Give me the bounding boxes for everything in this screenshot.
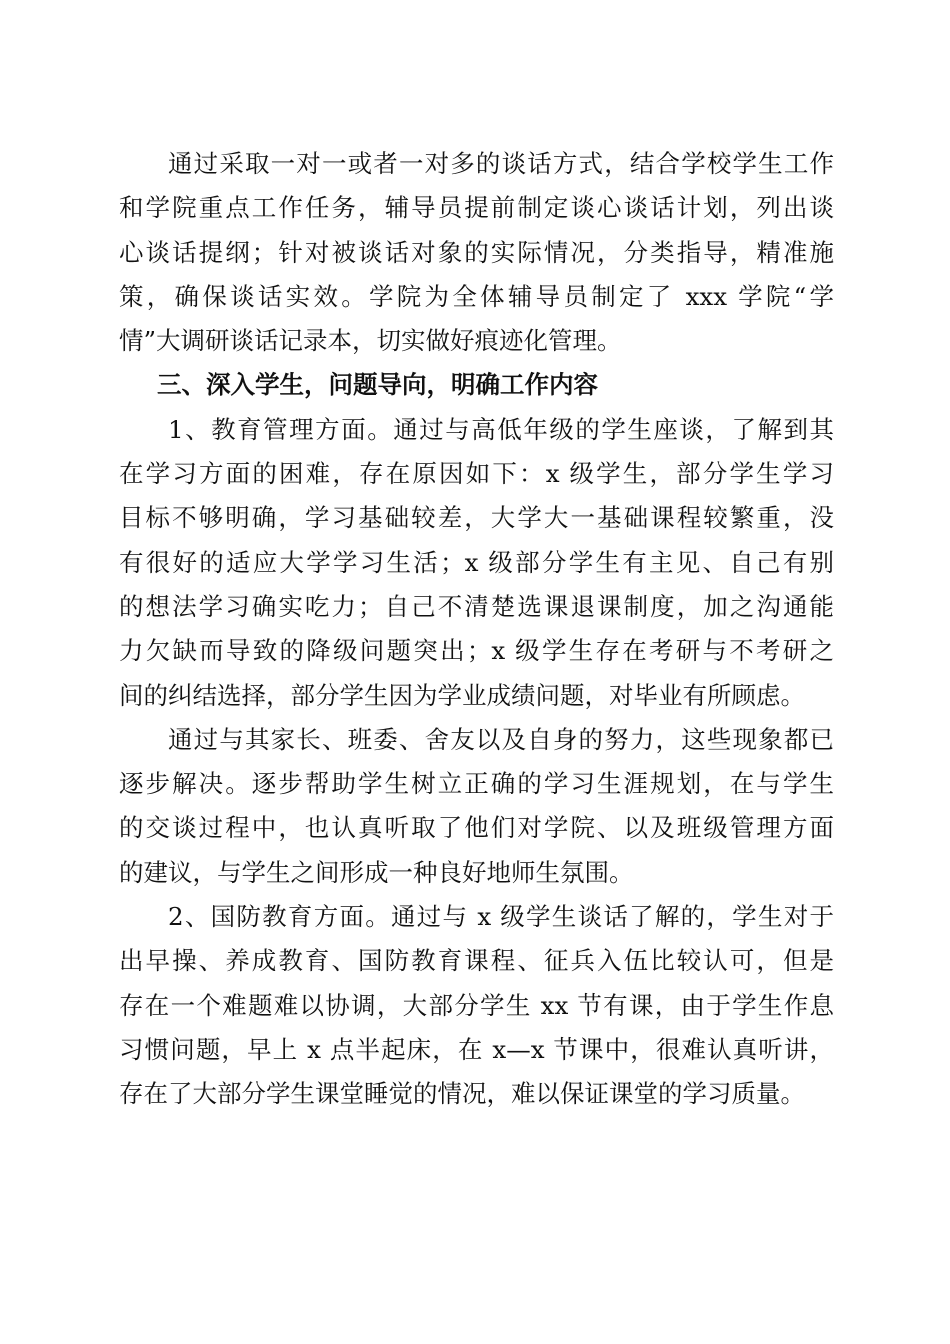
document-body [119,142,834,1117]
text-line: 间的纠结选择，部分学生因为学业成绩问题，对毕业有所顾虑。 [119,680,805,710]
text-line: 习惯问题，早上 x 点半起床，在 x—x 节课中，很难认真听讲， [119,1034,834,1064]
paragraph [119,408,834,718]
section-heading [119,363,834,407]
text-line: 的交谈过程中，也认真听取了他们对学院、以及班级管理方面 [119,813,834,843]
text-line: 出早操、养成教育、国防教育课程、征兵入伍比较认可，但是 [119,946,834,976]
text-line: 逐步解决。逐步帮助学生树立正确的学习生涯规划，在与学生 [119,769,834,799]
text-line: 目标不够明确，学习基础较差，大学大一基础课程较繁重，没 [119,503,834,533]
text-line: 存在了大部分学生课堂睡觉的情况，难以保证课堂的学习质量。 [119,1079,805,1109]
text-line: 有很好的适应大学学习生活；x 级部分学生有主见、自己有别 [119,547,834,577]
text-line: 力欠缺而导致的降级问题突出；x 级学生存在考研与不考研之 [119,636,834,666]
text-line: 和学院重点工作任务，辅导员提前制定谈心谈话计划，列出谈 [119,193,834,223]
text-line: 情”大调研谈话记录本，切实做好痕迹化管理。 [119,326,622,356]
text-line: 通过采取一对一或者一对多的谈话方式，结合学校学生工作 [168,149,834,178]
text-line: 1、教育管理方面。通过与高低年级的学生座谈，了解到其 [168,414,834,444]
text-line: 的建议，与学生之间形成一种良好地师生氛围。 [119,857,634,887]
text-line: 策，确保谈话实效。学院为全体辅导员制定了 xxx 学院“学 [119,281,834,311]
text-line: 存在一个难题难以协调，大部分学生 xx 节有课，由于学生作息 [119,990,834,1020]
paragraph [119,718,834,895]
text-line: 心谈话提纲；针对被谈话对象的实际情况，分类指导，精准施 [119,237,834,267]
text-line: 的想法学习确实吃力；自己不清楚选课退课制度，加之沟通能 [119,591,834,621]
text-line: 通过与其家长、班委、舍友以及自身的努力，这些现象都已 [168,724,834,754]
heading-text: 三、深入学生，问题导向，明确工作内容 [157,370,598,400]
text-line: 2、国防教育方面。通过与 x 级学生谈话了解的，学生对于 [168,902,834,932]
text-line: 在学习方面的困难，存在原因如下：x 级学生，部分学生学习 [119,459,834,489]
paragraph [119,895,834,1116]
paragraph [119,142,834,363]
